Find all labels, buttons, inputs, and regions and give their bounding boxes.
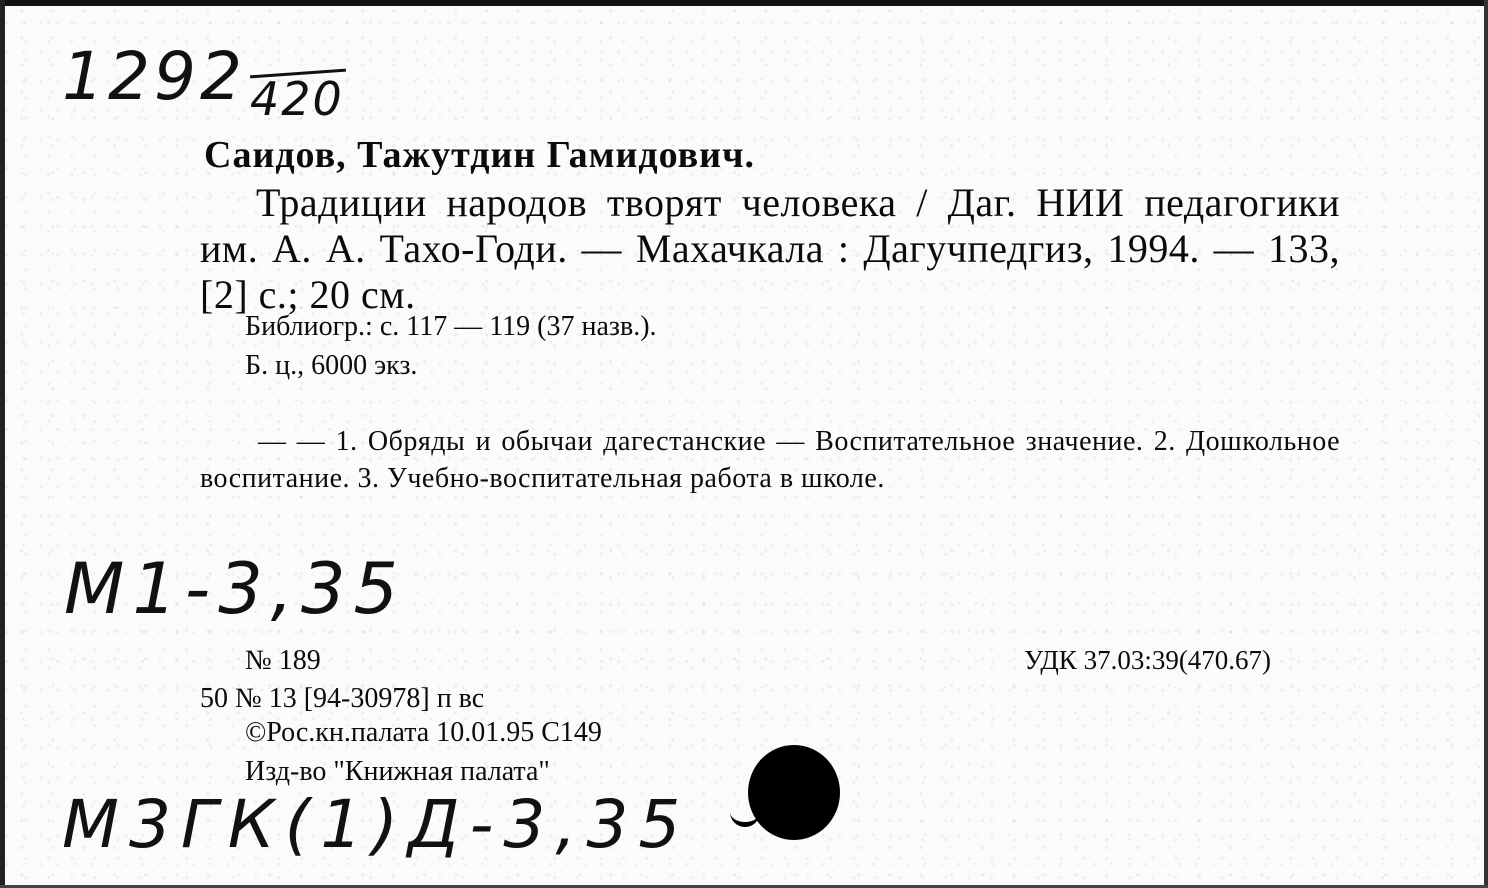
handwritten-shelf-code: M1-3,35 [64, 548, 407, 630]
bibliography-note: Библиогр.: с. 117 — 119 (37 назв.). [245, 311, 657, 342]
card-edge-left [0, 0, 5, 888]
publisher-line: Изд-во "Книжная палата" [245, 756, 550, 787]
card-edge-right [1484, 0, 1488, 888]
handwritten-location-code: M3ГК(1)Д-3,35 [62, 786, 691, 863]
handwritten-accession-suffix: 420 [250, 72, 344, 126]
card-series-number: № 189 [245, 645, 321, 676]
price-and-print-run: Б. ц., 6000 экз. [245, 350, 418, 381]
card-edge-top [0, 0, 1488, 6]
punch-hole [748, 745, 840, 840]
copyright-line: ©Рос.кн.палата 10.01.95 С149 [245, 717, 602, 748]
author-heading: Саидов, Тажутдин Гамидович. [204, 134, 756, 176]
title-and-imprint: Традиции народов творят человека / Даг. НИИ педагогики им. А. А. Тахо-Годи. — Махачкала : Дагучпедгиз, 1994. — 133,[2] с.; 20 см. [200, 180, 1340, 317]
udk-classification: УДК 37.03:39(470.67) [1024, 645, 1272, 675]
handwritten-accession-number: 1292 [62, 38, 246, 115]
card-registration-number: 50 № 13 [94-30978] п вс [200, 683, 485, 714]
subject-headings: — — 1. Обряды и обычаи дагестанские — Воспитательное значение. 2. Дошкольное воспитание. 3. Учебно-воспитательная работа в школе. [200, 426, 1340, 494]
